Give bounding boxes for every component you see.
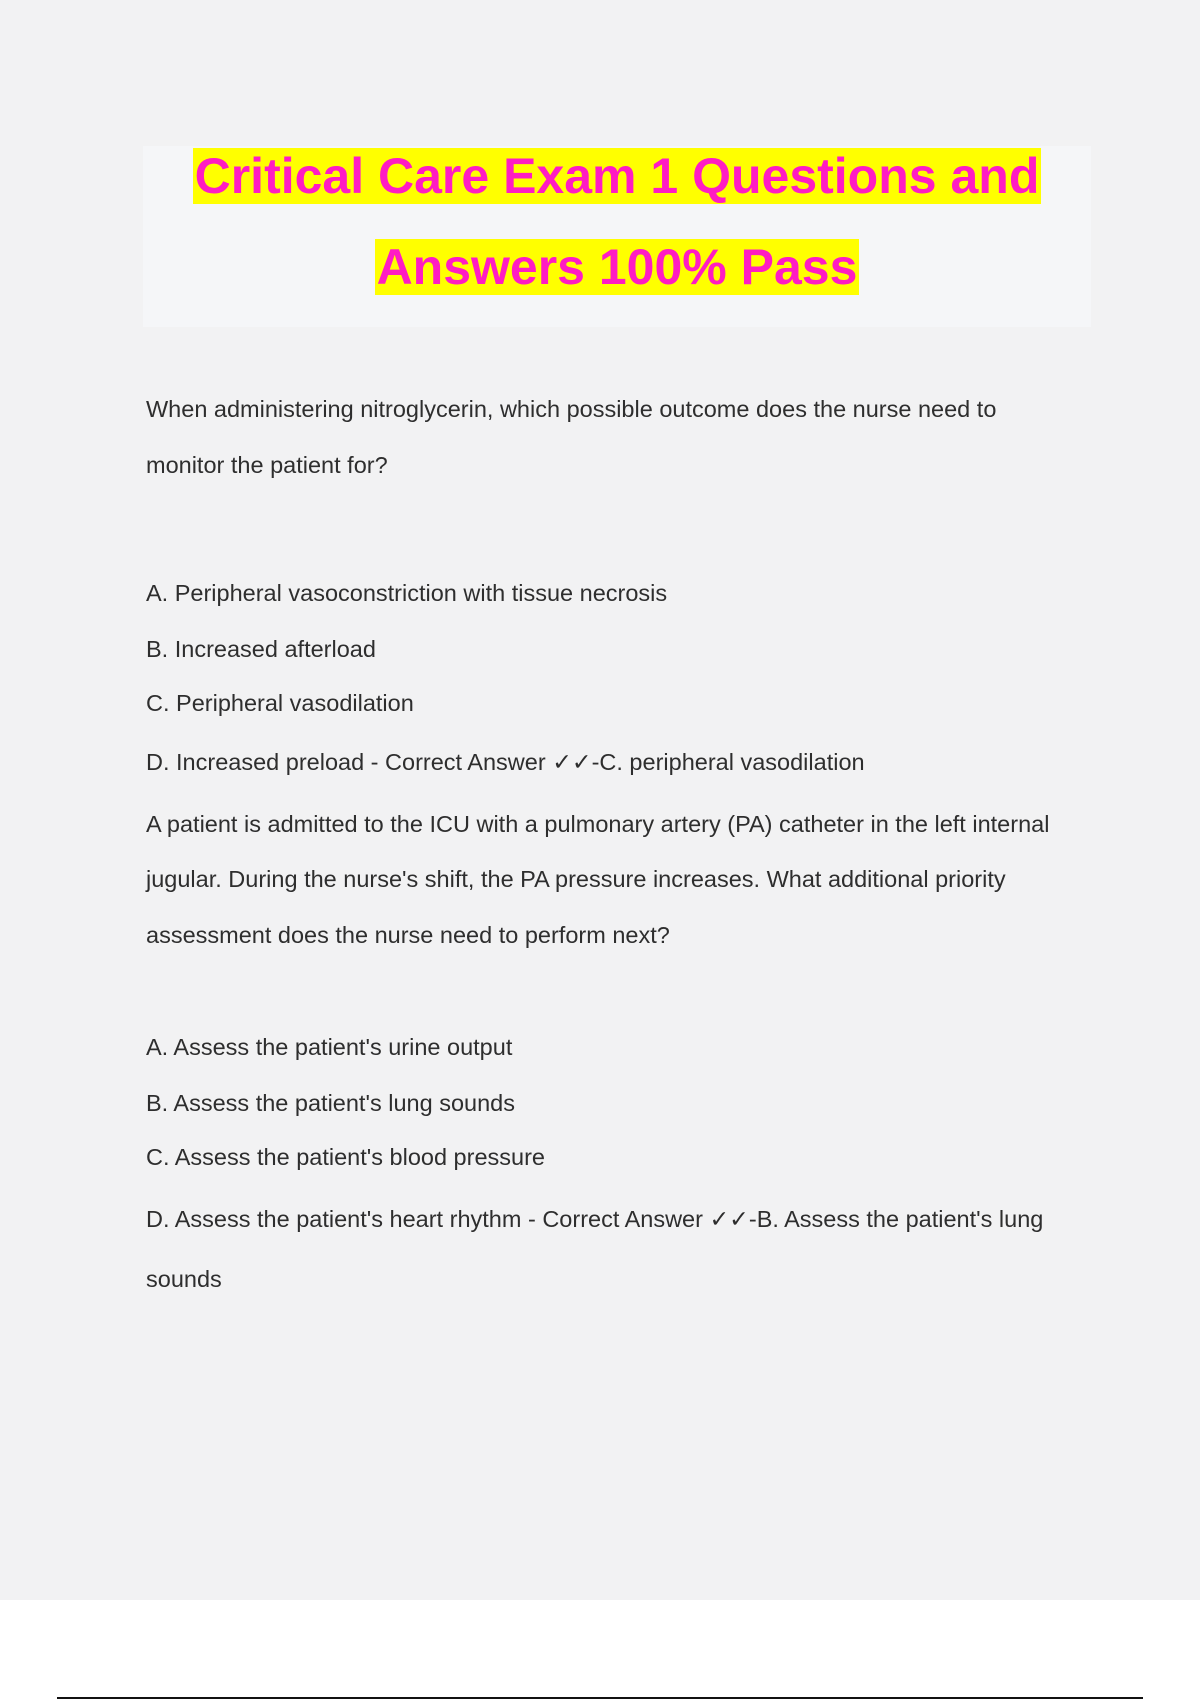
question-1-option-b: B. Increased afterload [146, 636, 376, 662]
title-line-2-text: Answers 100% Pass [376, 239, 858, 295]
title-line-1 [143, 146, 1091, 206]
question-1-option-a: A. Peripheral vasoconstriction with tissue necrosis [146, 580, 668, 606]
question-2-option-c: C. Assess the patient's blood pressure [146, 1144, 545, 1170]
question-2-stem-line-3: assessment does the nurse need to perform next? [146, 922, 670, 948]
question-1-option-d-answer: D. Increased preload - Correct Answer ✓✓-C. peripheral vasodilation [146, 749, 865, 775]
title-line-2 [143, 237, 1091, 297]
question-1-option-c: C. Peripheral vasodilation [146, 690, 414, 716]
question-1-stem-line-2: monitor the patient for? [146, 452, 388, 478]
question-2-stem-line-2: jugular. During the nurse's shift, the PA pressure increases. What additional priority [146, 866, 1006, 892]
question-2-option-d-answer: D. Assess the patient's heart rhythm - Correct Answer ✓✓-B. Assess the patient's lung [146, 1206, 1044, 1232]
question-2-option-a: A. Assess the patient's urine output [146, 1034, 513, 1060]
title-block [143, 146, 1091, 327]
question-2-option-b: B. Assess the patient's lung sounds [146, 1090, 515, 1116]
question-2-option-d-answer-continued: sounds [146, 1266, 222, 1292]
title-line-1-text: Critical Care Exam 1 Questions and [194, 148, 1040, 204]
question-1-stem-line-1: When administering nitroglycerin, which possible outcome does the nurse need to [146, 396, 997, 422]
question-2-stem-line-1: A patient is admitted to the ICU with a pulmonary artery (PA) catheter in the left internal [146, 811, 1050, 837]
footer-rule [57, 1697, 1143, 1699]
